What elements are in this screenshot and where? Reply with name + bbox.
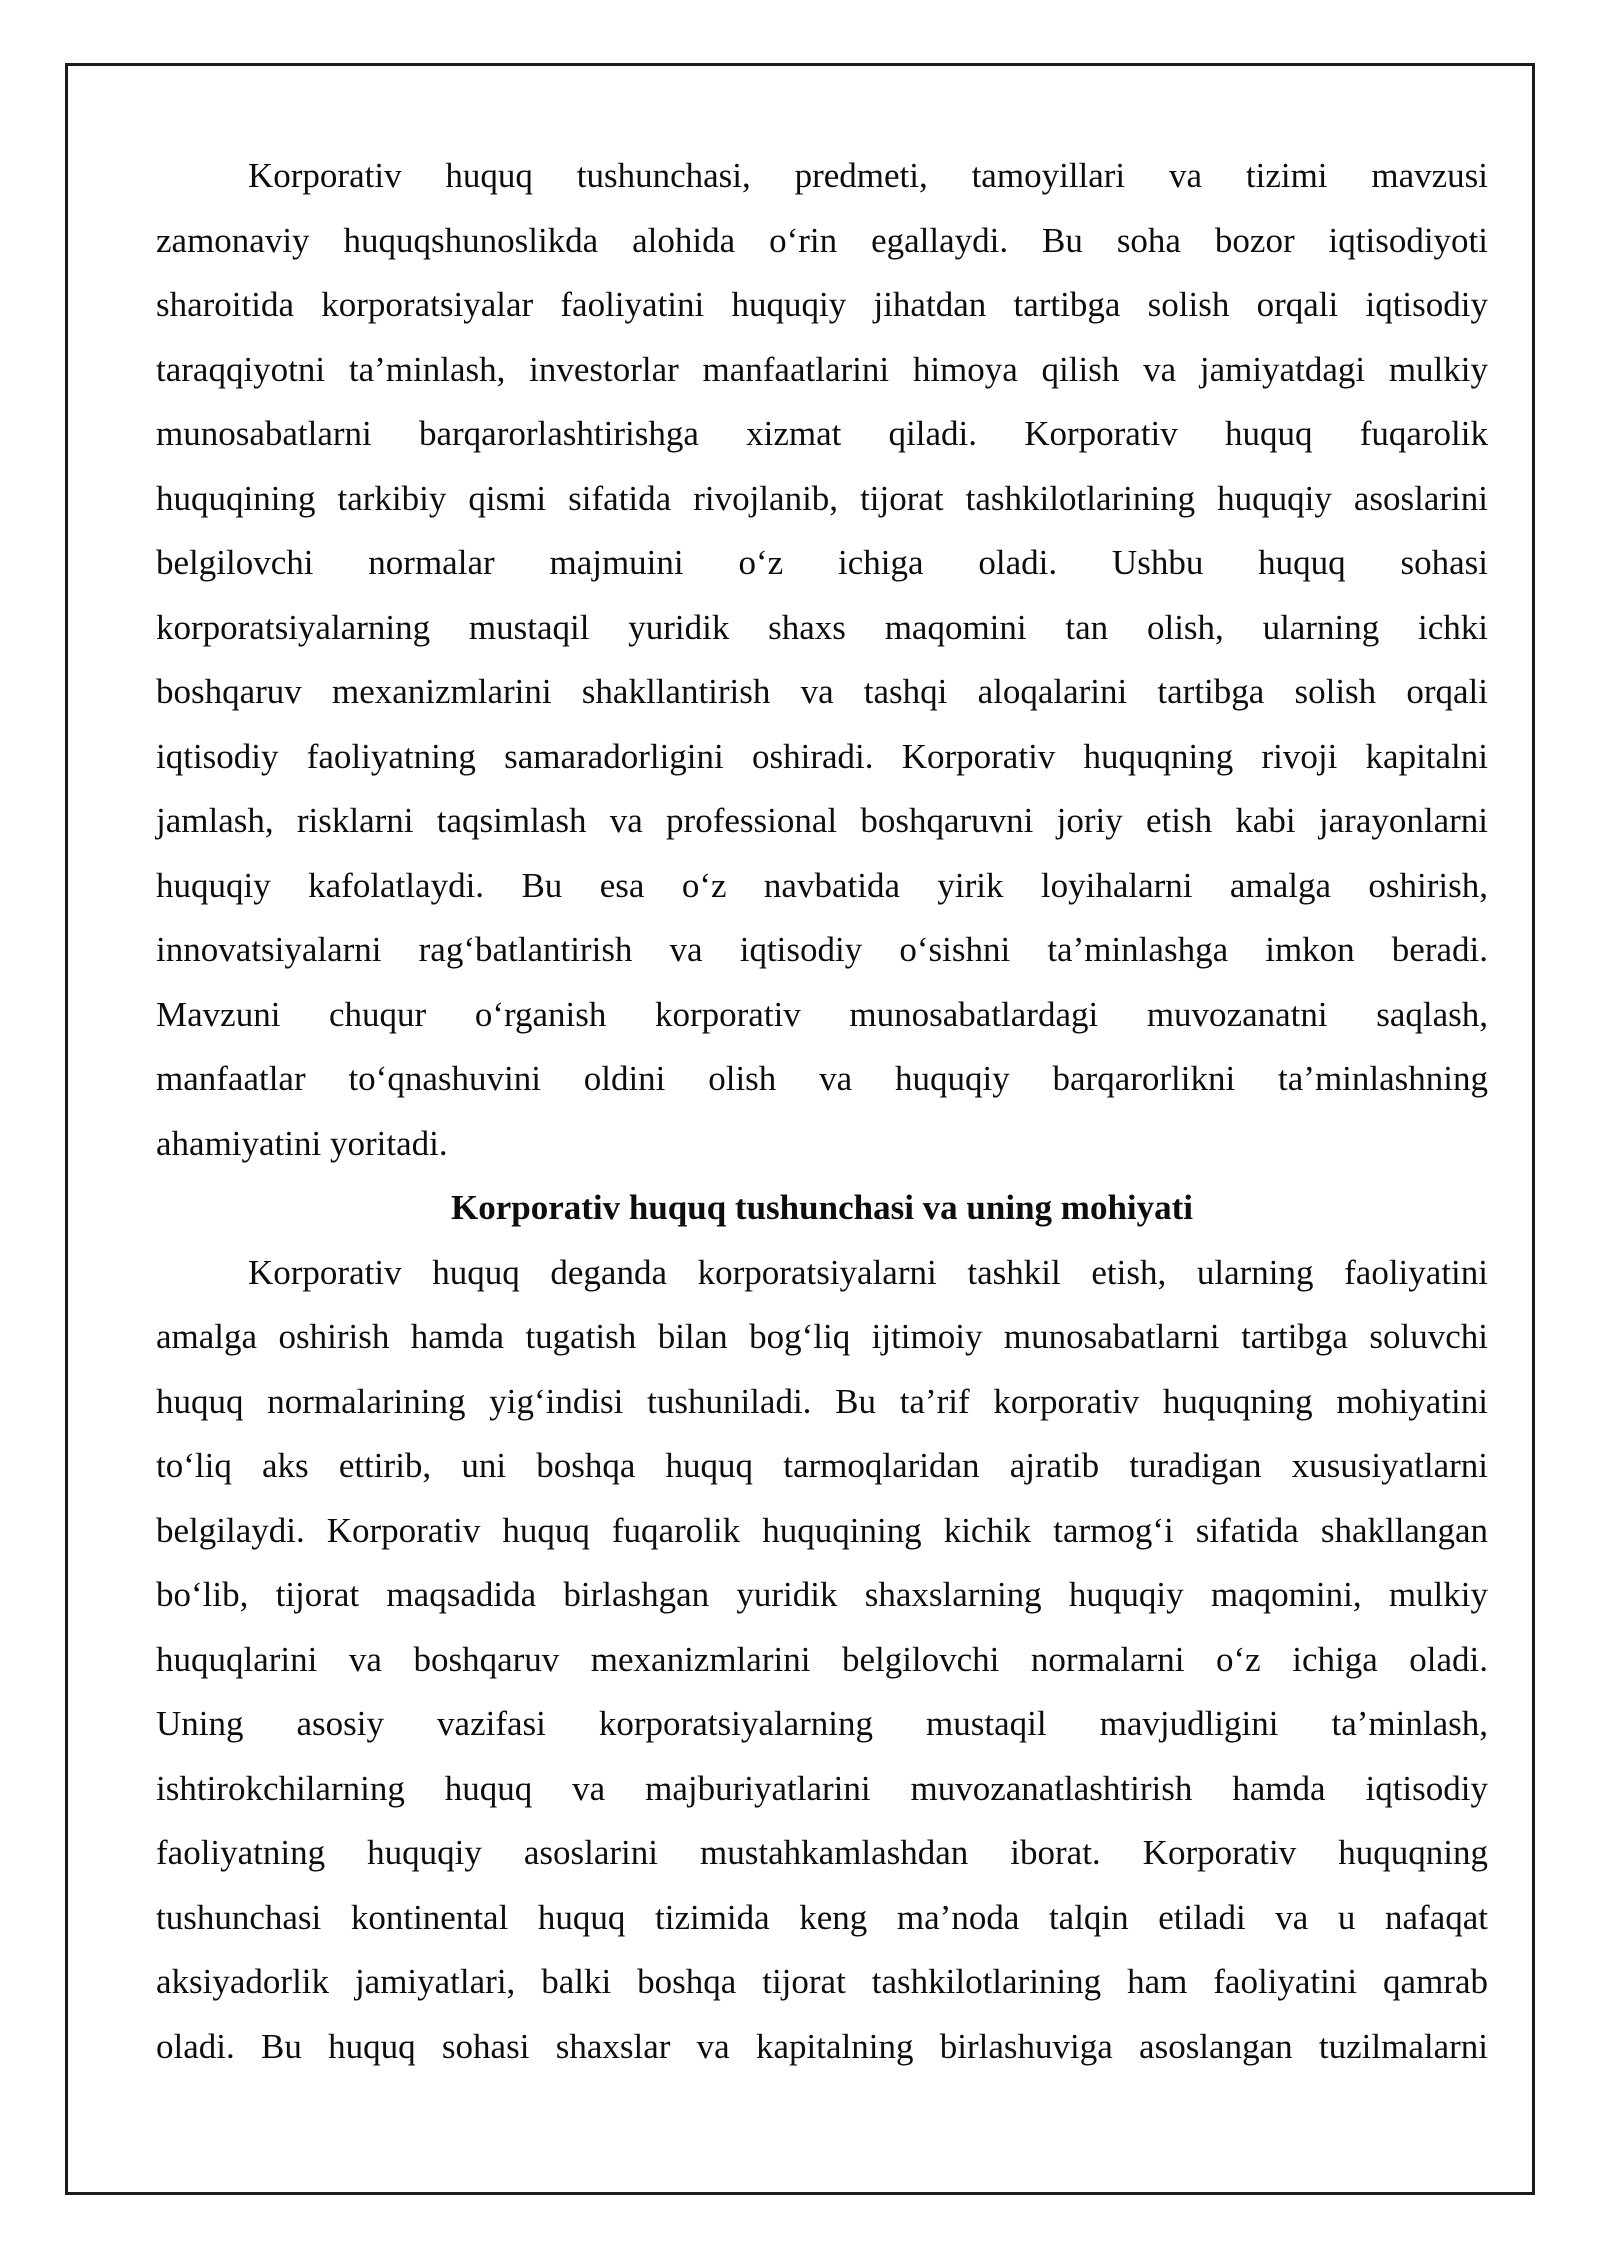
text-line: [156, 1305, 1488, 1370]
text-line-content: sharoitida korporatsiyalar faoliyatini huquqiy jihatdan tartibga solish orqali iqtisodiy: [156, 285, 1488, 324]
text-line: [156, 531, 1488, 596]
text-line-content: ahamiyatini yoritadi.: [156, 1123, 448, 1163]
text-line: [156, 273, 1488, 338]
text-line: [156, 725, 1488, 790]
text-line: [156, 918, 1488, 983]
text-line-content: zamonaviy huquqshunoslikda alohida o‘rin egallaydi. Bu soha bozor iqtisodiyoti: [156, 220, 1488, 260]
text-line-content: aksiyadorlik jamiyatlari, balki boshqa tijorat tashkilotlarining ham faoliyatini qamrab: [156, 1962, 1488, 2001]
text-line-content: belgilaydi. Korporativ huquq fuqarolik huquqining kichik tarmog‘i sifatida shakllangan: [156, 1510, 1488, 1550]
paragraph-intro: [156, 144, 1488, 1176]
text-line-content: innovatsiyalarni rag‘batlantirish va iqtisodiy o‘sishni ta’minlashga imkon beradi.: [156, 930, 1488, 969]
text-line: [156, 1757, 1488, 1822]
text-line-content: huquq normalarining yig‘indisi tushuniladi. Bu ta’rif korporativ huquqning mohiyatini: [156, 1381, 1488, 1421]
text-line: [156, 1241, 1488, 1306]
text-line: [156, 144, 1488, 209]
text-line-content: jamlash, risklarni taqsimlash va professional boshqaruvni joriy etish kabi jarayonlarni: [156, 801, 1488, 840]
text-line-content: faoliyatning huquqiy asoslarini mustahkamlashdan iborat. Korporativ huquqning: [156, 1833, 1488, 1872]
text-line-content: to‘liq aks ettirib, uni boshqa huquq tarmoqlaridan ajratib turadigan xususiyatlarni: [156, 1446, 1488, 1485]
text-line-content: munosabatlarni barqarorlashtirishga xizmat qiladi. Korporativ huquq fuqarolik: [156, 414, 1488, 453]
text-line: [156, 596, 1488, 661]
text-line-content: tushunchasi kontinental huquq tizimida keng ma’noda talqin etiladi va u nafaqat: [156, 1897, 1488, 1937]
text-line: [156, 402, 1488, 467]
text-line: [156, 1047, 1488, 1112]
text-line: [156, 1112, 1488, 1177]
section-heading: Korporativ huquq tushunchasi va uning mohiyati: [450, 1188, 1194, 1227]
text-line: [156, 1434, 1488, 1499]
text-line-content: boshqaruv mexanizmlarini shakllantirish va tashqi aloqalarini tartibga solish orqali: [156, 672, 1488, 711]
text-line: [156, 1950, 1488, 2015]
text-line-content: amalga oshirish hamda tugatish bilan bog‘liq ijtimoiy munosabatlarni tartibga soluvchi: [156, 1317, 1488, 1356]
text-line-content: manfaatlar to‘qnashuvini oldini olish va huquqiy barqarorlikni ta’minlashning: [156, 1059, 1488, 1098]
text-line-content: korporatsiyalarning mustaqil yuridik shaxs maqomini tan olish, ularning ichki: [156, 607, 1488, 647]
text-line-content: oladi. Bu huquq sohasi shaxslar va kapitalning birlashuviga asoslangan tuzilmalarni: [156, 2026, 1488, 2066]
text-line: [156, 1563, 1488, 1628]
text-line: [156, 1499, 1488, 1564]
text-line: [156, 1692, 1488, 1757]
text-line-content: Uning asosiy vazifasi korporatsiyalarning mustaqil mavjudligini ta’minlash,: [156, 1704, 1488, 1743]
text-line-content: iqtisodiy faoliyatning samaradorligini oshiradi. Korporativ huquqning rivoji kapitalni: [156, 736, 1488, 776]
text-line-content: Mavzuni chuqur o‘rganish korporativ munosabatlardagi muvozanatni saqlash,: [156, 994, 1488, 1034]
text-line-content: Korporativ huquq tushunchasi, predmeti, tamoyillari va tizimi mavzusi: [248, 156, 1488, 195]
text-line: [156, 1370, 1488, 1435]
text-line: [156, 1628, 1488, 1693]
text-line: [156, 983, 1488, 1048]
text-line: [156, 1821, 1488, 1886]
text-line-content: ishtirokchilarning huquq va majburiyatlarini muvozanatlashtirish hamda iqtisodiy: [156, 1768, 1488, 1808]
page-border-frame: [65, 63, 1535, 2195]
text-line-content: huquqiy kafolatlaydi. Bu esa o‘z navbatida yirik loyihalarni amalga oshirish,: [156, 865, 1488, 905]
text-line: [156, 2015, 1488, 2080]
text-line: [156, 660, 1488, 725]
text-line-content: huquqlarini va boshqaruv mexanizmlarini belgilovchi normalarni o‘z ichiga oladi.: [156, 1639, 1488, 1679]
text-line-content: belgilovchi normalar majmuini o‘z ichiga oladi. Ushbu huquq sohasi: [156, 543, 1488, 582]
paragraph-definition: [156, 1241, 1488, 2080]
text-line: [156, 209, 1488, 274]
text-line-content: Korporativ huquq deganda korporatsiyalarni tashkil etish, ularning faoliyatini: [248, 1252, 1488, 1292]
text-line: [156, 467, 1488, 532]
text-line: [156, 789, 1488, 854]
text-line-content: bo‘lib, tijorat maqsadida birlashgan yuridik shaxslarning huquqiy maqomini, mulkiy: [156, 1575, 1488, 1614]
text-line-content: huquqining tarkibiy qismi sifatida rivojlanib, tijorat tashkilotlarining huquqiy asoslarini: [156, 478, 1488, 518]
text-line: [156, 854, 1488, 919]
text-line: [156, 1886, 1488, 1951]
text-line: [156, 338, 1488, 403]
text-line-content: taraqqiyotni ta’minlash, investorlar manfaatlarini himoya qilish va jamiyatdagi mulkiy: [156, 349, 1488, 389]
